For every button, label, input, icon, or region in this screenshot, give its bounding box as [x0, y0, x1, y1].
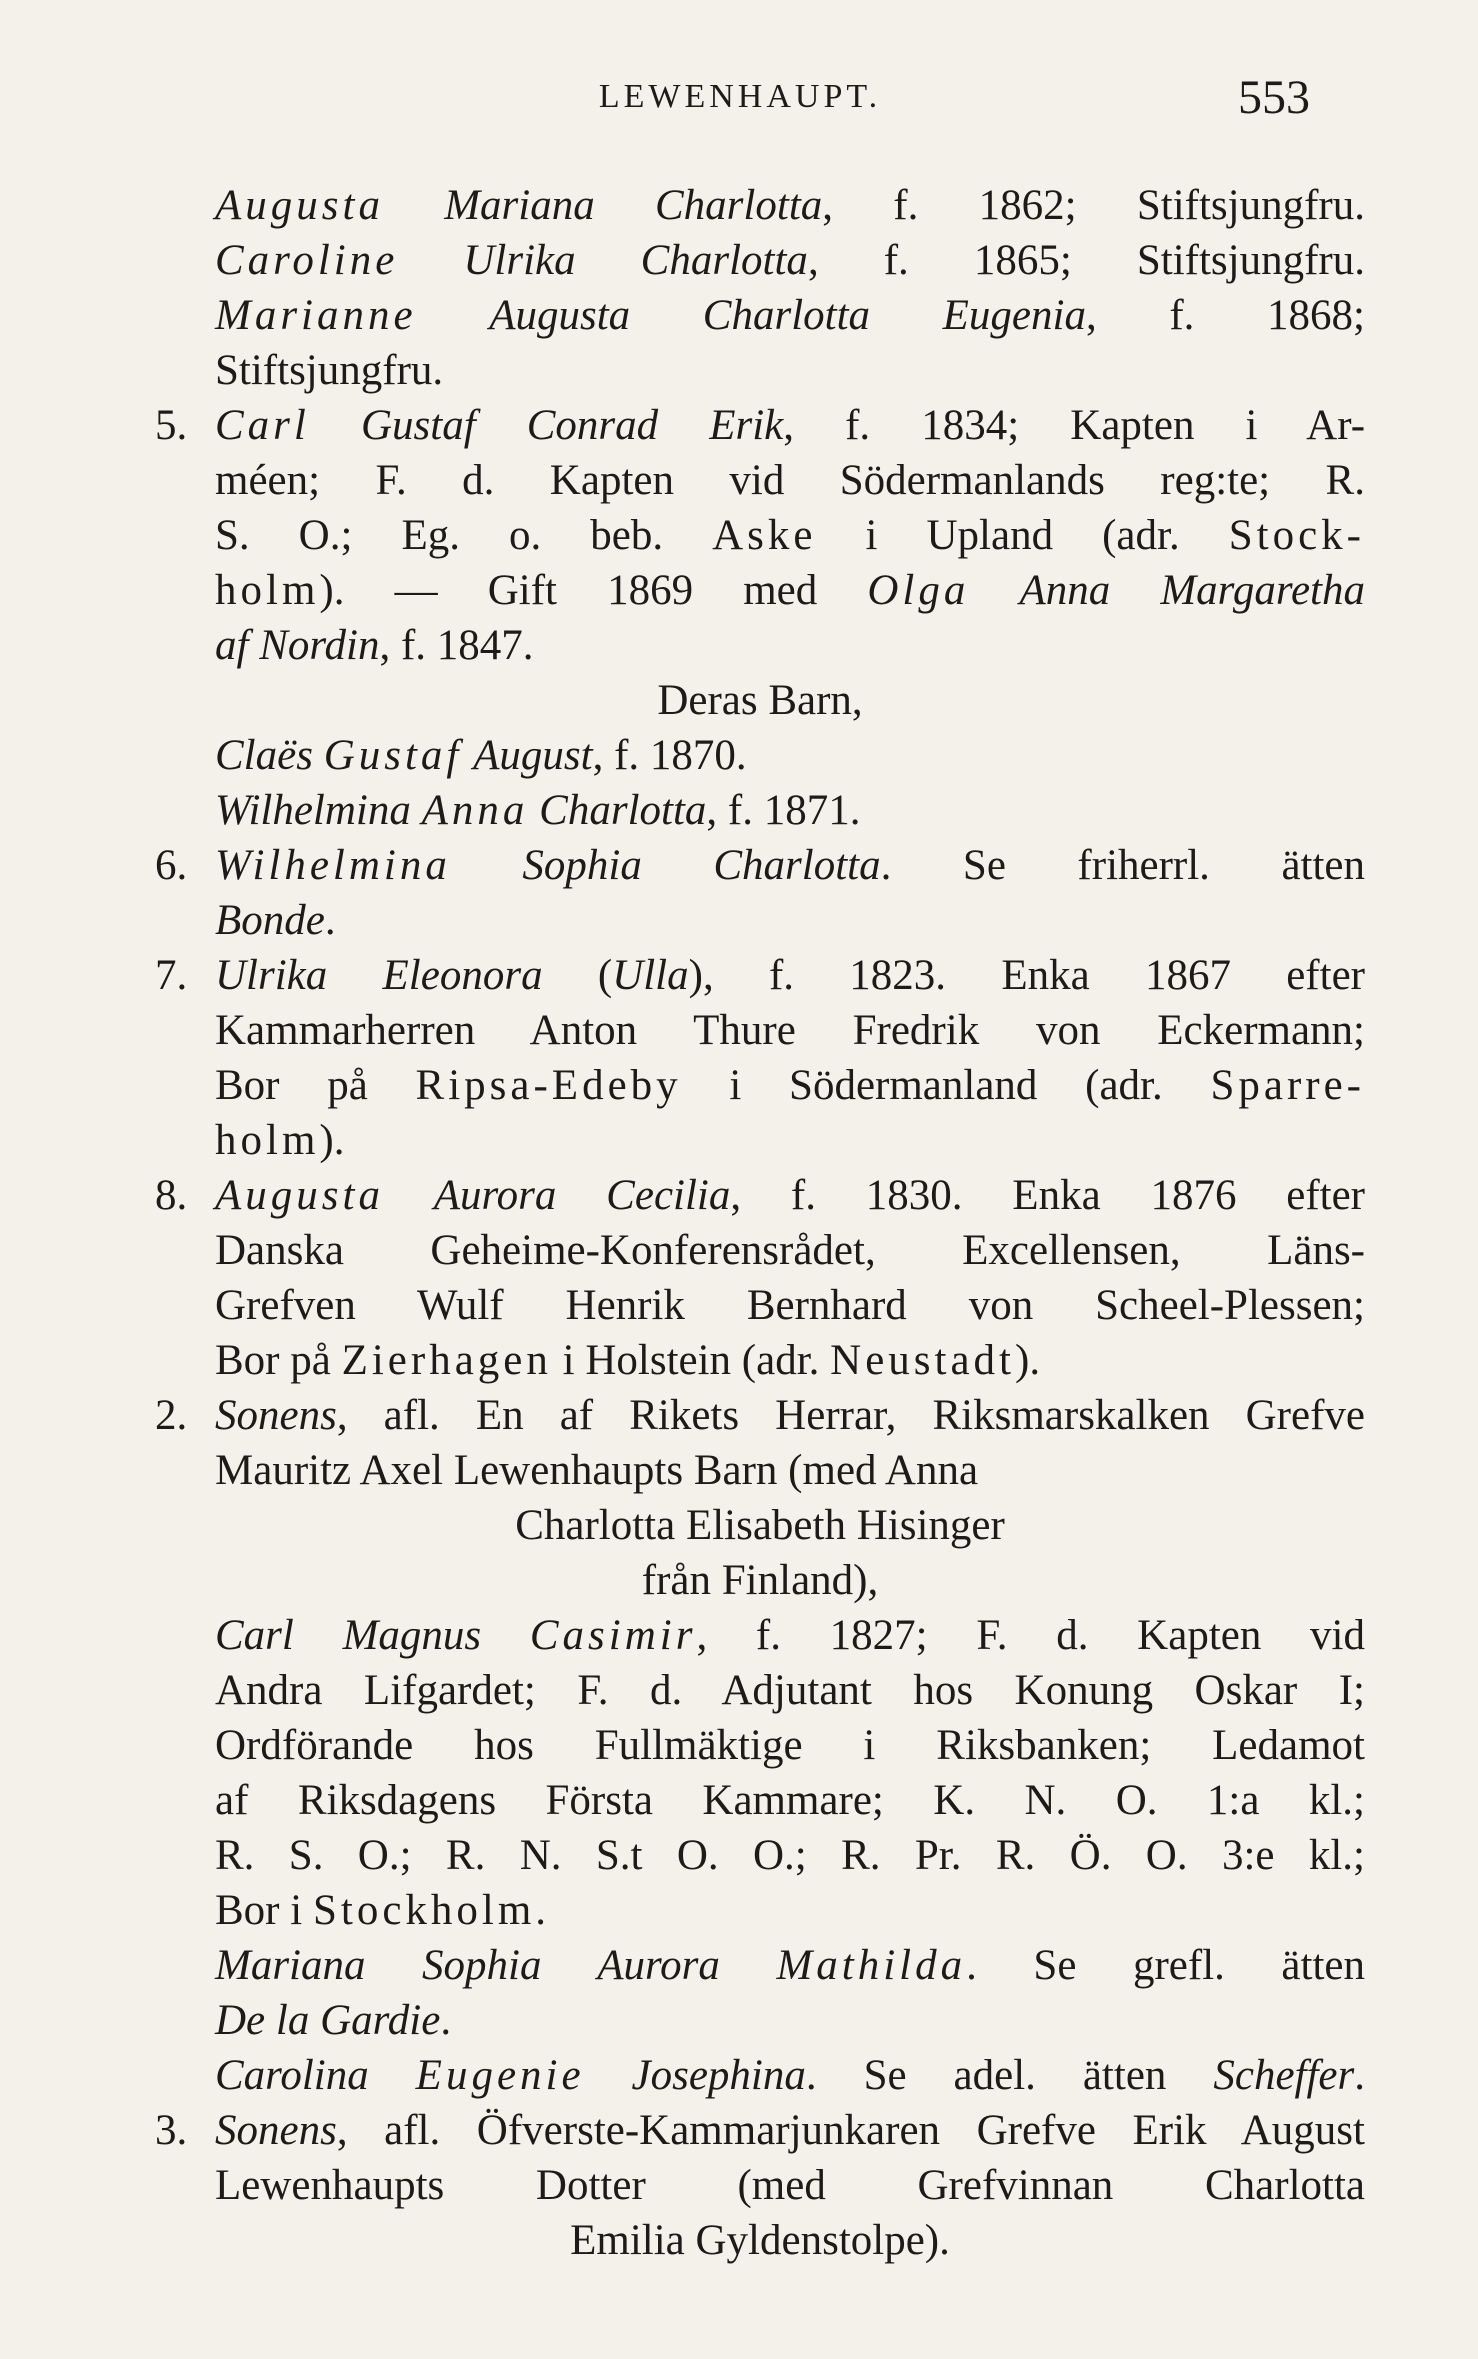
text-segment: Charlotta Elisabeth Hisinger: [515, 1502, 1005, 1549]
text-segment: .: [440, 1997, 452, 2044]
text-line: [155, 1333, 1365, 1388]
text-line: [155, 1608, 1365, 1663]
text-segment: Mauritz Axel Lewenhaupts Barn (med Anna: [215, 1447, 979, 1494]
text-segment: [720, 1942, 777, 1989]
text-segment: R. S. O.; R. N. S.t O. O.; R. Pr. R. Ö. O. 3:e kl.;: [215, 1832, 1365, 1879]
text-segment: [310, 402, 361, 449]
text-segment: , afl. En af Rikets Herrar, Riksmarskalken Grefve: [336, 1392, 1365, 1439]
text-line: [155, 343, 1365, 398]
text-segment: Sparre-: [1210, 1062, 1365, 1109]
text-line: [155, 233, 1365, 288]
text-line: [155, 2103, 1365, 2158]
italic-name: Sonens: [215, 2107, 337, 2154]
italic-name: Casimir: [529, 1612, 697, 1659]
italic-name: Wilhelmina: [215, 842, 451, 889]
italic-name: Olga: [867, 567, 970, 614]
text-line: [155, 1058, 1365, 1113]
text-line: [155, 1443, 1365, 1498]
text-segment: [384, 182, 444, 229]
text-line: [155, 288, 1365, 343]
text-segment: holm: [215, 1117, 320, 1164]
text-segment: Neustadt: [830, 1337, 1016, 1384]
text-segment: [528, 787, 539, 834]
text-segment: i Södermanland (adr.: [681, 1062, 1211, 1109]
text-line: [155, 728, 1365, 783]
text-segment: , f. 1865; Stiftsjungfru.: [807, 237, 1365, 284]
italic-name: Bonde: [215, 897, 325, 944]
text-segment: Bor på: [215, 1337, 342, 1384]
text-line: [155, 673, 1365, 728]
text-segment: ). — Gift 1869 med: [319, 567, 868, 614]
text-segment: , f. 1871.: [706, 787, 861, 834]
text-segment: . Se adel. ätten: [805, 2052, 1214, 2099]
text-segment: Ripsa-Edeby: [415, 1062, 682, 1109]
text-line: [155, 1993, 1365, 2048]
italic-name: Augusta: [215, 182, 384, 229]
text-segment: holm: [215, 567, 320, 614]
italic-name: Carl: [215, 402, 310, 449]
text-line: [155, 1498, 1365, 1553]
text-segment: i Upland (adr.: [816, 512, 1229, 559]
text-line: [155, 1773, 1365, 1828]
italic-name: Eugenie: [415, 2052, 585, 2099]
text-segment: , f. 1868;: [1085, 292, 1365, 339]
text-line: [155, 618, 1365, 673]
text-segment: i Holstein (adr.: [551, 1337, 831, 1384]
text-line: [155, 2213, 1365, 2268]
text-line: [155, 1663, 1365, 1718]
text-segment: [969, 567, 1019, 614]
text-line: [155, 948, 1365, 1003]
text-segment: , f. 1847.: [379, 622, 534, 669]
text-segment: [398, 237, 463, 284]
italic-name: Claës: [215, 732, 313, 779]
text-segment: af Riksdagens Första Kammare; K. N. O. 1:a kl.;: [215, 1777, 1365, 1824]
text-line: [155, 1553, 1365, 1608]
italic-name: Mariana Charlotta: [444, 182, 823, 229]
entry-number: 2.: [155, 1392, 188, 1439]
italic-name: Ulla: [612, 952, 689, 999]
text-segment: [481, 1612, 530, 1659]
text-line: [155, 508, 1365, 563]
text-segment: méen; F. d. Kapten vid Södermanlands reg:te; R.: [215, 457, 1365, 504]
text-segment: [462, 732, 473, 779]
italic-name: af Nordin: [215, 622, 380, 669]
text-segment: ).: [319, 1117, 345, 1164]
text-segment: . Se friherrl. ätten: [880, 842, 1365, 889]
text-segment: Grefven Wulf Henrik Bernhard von Scheel-Plessen;: [215, 1282, 1365, 1329]
italic-name: Charlotta: [539, 787, 707, 834]
text-segment: Stockholm: [312, 1887, 536, 1934]
text-segment: Andra Lifgardet; F. d. Adjutant hos Konung Oskar I;: [215, 1667, 1365, 1714]
text-segment: Aske: [712, 512, 817, 559]
text-segment: [411, 787, 422, 834]
text-line: [155, 2158, 1365, 2213]
page-header: [170, 71, 1310, 138]
text-line: [155, 1278, 1365, 1333]
text-segment: Bor på: [215, 1062, 416, 1109]
text-segment: Stock-: [1228, 512, 1365, 559]
text-line: [155, 453, 1365, 508]
text-segment: Deras Barn,: [657, 677, 863, 724]
text-segment: .: [535, 1887, 547, 1934]
text-line: [155, 1168, 1365, 1223]
body-text: [155, 178, 1365, 2268]
entry-number: 6.: [155, 842, 188, 889]
text-segment: Ordförande hos Fullmäktige i Riksbanken; Ledamot: [215, 1722, 1365, 1769]
text-segment: , f. 1830. Enka 1876 efter: [730, 1172, 1365, 1219]
text-segment: Stiftsjungfru.: [215, 347, 444, 394]
text-segment: [369, 2052, 416, 2099]
italic-name: Carl: [215, 1612, 294, 1659]
italic-name: De la Gardie: [215, 1997, 441, 2044]
text-line: [155, 1828, 1365, 1883]
italic-name: August: [473, 732, 593, 779]
italic-name: Scheffer: [1213, 2052, 1355, 2099]
italic-name: Carolina: [215, 2052, 369, 2099]
text-line: [155, 1003, 1365, 1058]
entry-number: 3.: [155, 2107, 188, 2154]
text-segment: Kammarherren Anton Thure Fredrik von Eckermann;: [215, 1007, 1365, 1054]
text-line: [155, 1388, 1365, 1443]
italic-name: Magnus: [342, 1612, 482, 1659]
text-segment: .: [1354, 2052, 1365, 2099]
text-line: [155, 1223, 1365, 1278]
entry-number: 7.: [155, 952, 188, 999]
italic-name: Mariana Sophia Aurora: [215, 1942, 720, 1989]
italic-name: Anna: [421, 787, 529, 834]
text-segment: [313, 732, 324, 779]
italic-name: Josephina: [631, 2052, 806, 2099]
italic-name: Sonens: [215, 1392, 337, 1439]
text-segment: S. O.; Eg. o. beb.: [215, 512, 713, 559]
text-segment: , f. 1870.: [592, 732, 747, 779]
text-line: [155, 1113, 1365, 1168]
text-segment: Emilia Gyldenstolpe).: [570, 2217, 950, 2264]
italic-name: Augusta: [215, 1172, 384, 1219]
text-segment: ).: [1015, 1337, 1041, 1384]
italic-name: Ulrika Charlotta: [463, 237, 808, 284]
text-segment: , f. 1827; F. d. Kapten vid: [696, 1612, 1365, 1659]
text-segment: Zierhagen: [341, 1337, 552, 1384]
text-segment: Danska Geheime-Konferensrådet, Excellensen, Läns-: [215, 1227, 1365, 1274]
text-line: [155, 893, 1365, 948]
italic-name: Augusta Charlotta Eugenia: [489, 292, 1086, 339]
text-segment: (: [542, 952, 613, 999]
text-line: [155, 1883, 1365, 1938]
text-segment: .: [324, 897, 336, 944]
text-segment: , f. 1834; Kapten i Ar-: [783, 402, 1365, 449]
entry-number: 8.: [155, 1172, 188, 1219]
text-line: [155, 1718, 1365, 1773]
text-segment: , f. 1862; Stiftsjungfru.: [822, 182, 1365, 229]
italic-name: Mathilda: [776, 1942, 967, 1989]
entry-number: 5.: [155, 402, 188, 449]
text-segment: [451, 842, 523, 889]
italic-name: Gustaf Conrad Erik: [360, 402, 784, 449]
text-segment: [585, 2052, 632, 2099]
text-segment: [417, 292, 490, 339]
text-line: [155, 838, 1365, 893]
italic-name: Sophia Charlotta: [522, 842, 881, 889]
text-segment: [384, 1172, 434, 1219]
text-line: [155, 1938, 1365, 1993]
text-line: [155, 783, 1365, 838]
italic-name: Caroline: [215, 237, 399, 284]
text-segment: Lewenhaupts Dotter (med Grefvinnan Charlotta: [215, 2162, 1365, 2209]
text-line: [155, 178, 1365, 233]
page-number: 553: [1238, 71, 1310, 124]
text-segment: från Finland),: [641, 1557, 879, 1604]
running-title: LEWENHAUPT.: [598, 78, 882, 115]
text-segment: ), f. 1823. Enka 1867 efter: [688, 952, 1365, 999]
text-line: [155, 563, 1365, 618]
text-segment: , afl. Öfverste-Kammarjunkaren Grefve Erik August: [336, 2107, 1365, 2154]
italic-name: Anna Margaretha: [1019, 567, 1365, 614]
italic-name: Aurora Cecilia: [433, 1172, 731, 1219]
italic-name: Wilhelmina: [215, 787, 411, 834]
text-segment: [294, 1612, 343, 1659]
italic-name: Marianne: [215, 292, 417, 339]
text-segment: Bor i: [215, 1887, 313, 1934]
text-line: [155, 2048, 1365, 2103]
text-line: [155, 398, 1365, 453]
italic-name: Ulrika Eleonora: [215, 952, 543, 999]
text-segment: . Se grefl. ätten: [966, 1942, 1365, 1989]
italic-name: Gustaf: [323, 732, 463, 779]
